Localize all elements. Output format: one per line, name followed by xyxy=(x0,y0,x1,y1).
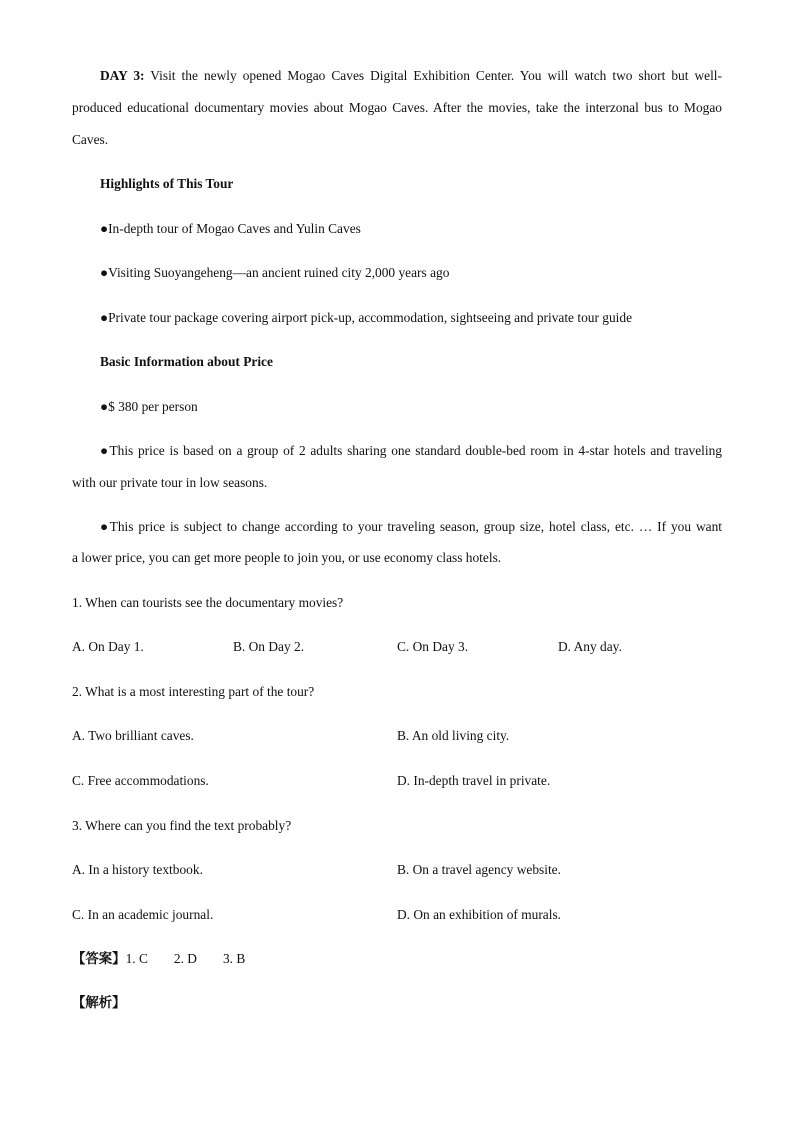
answer-3: 3. B xyxy=(222,951,246,966)
price-item-2-line-1: ●This price is based on a group of 2 adults sharing one standard double-bed room in 4-star hotels and traveling xyxy=(100,443,722,458)
question-2-option-b: B. An old living city. xyxy=(397,728,510,743)
price-item-3-line-2: a lower price, you can get more people to join you, or use economy class hotels. xyxy=(72,550,502,565)
question-1-option-c: C. On Day 3. xyxy=(397,639,469,654)
day3-line-1 xyxy=(100,68,722,84)
price-item-1: ●$ 380 per person xyxy=(100,399,198,414)
price-heading: Basic Information about Price xyxy=(100,354,273,369)
question-3-option-a: A. In a history textbook. xyxy=(72,862,203,877)
day3-line-3: Caves. xyxy=(72,132,109,147)
question-2-stem: 2. What is a most interesting part of the tour? xyxy=(72,684,315,699)
question-1-option-d: D. Any day. xyxy=(558,639,622,654)
analysis-label: 【解析】 xyxy=(72,995,126,1010)
answer-1: 1. C xyxy=(125,951,148,966)
question-3-option-b: B. On a travel agency website. xyxy=(397,862,561,877)
question-1-stem: 1. When can tourists see the documentary movies? xyxy=(72,595,344,610)
highlight-item: ●In-depth tour of Mogao Caves and Yulin Caves xyxy=(100,221,361,236)
question-2-option-a: A. Two brilliant caves. xyxy=(72,728,194,743)
question-2-option-d: D. In-depth travel in private. xyxy=(397,773,551,788)
question-3-option-c: C. In an academic journal. xyxy=(72,907,214,922)
day3-label: DAY 3: xyxy=(100,68,145,83)
day3-text: Visit the newly opened Mogao Caves Digital Exhibition Center. You will watch two short but well- xyxy=(144,68,722,83)
question-3-stem: 3. Where can you find the text probably? xyxy=(72,818,292,833)
answer-line xyxy=(72,951,245,967)
question-1-option-a: A. On Day 1. xyxy=(72,639,144,654)
question-3-option-d: D. On an exhibition of murals. xyxy=(397,907,562,922)
answer-label: 【答案】 xyxy=(72,951,126,966)
price-item-3-line-1: ●This price is subject to change according to your traveling season, group size, hotel class, etc. … If you want xyxy=(100,519,722,534)
highlights-heading: Highlights of This Tour xyxy=(100,176,234,191)
highlight-item: ●Visiting Suoyangeheng—an ancient ruined city 2,000 years ago xyxy=(100,265,450,280)
answer-2: 2. D xyxy=(173,951,197,966)
highlight-item: ●Private tour package covering airport pick-up, accommodation, sightseeing and private tour guide xyxy=(100,310,633,325)
question-2-option-c: C. Free accommodations. xyxy=(72,773,209,788)
price-item-2-line-2: with our private tour in low seasons. xyxy=(72,475,268,490)
question-1-option-b: B. On Day 2. xyxy=(233,639,305,654)
day3-line-2: produced educational documentary movies about Mogao Caves. After the movies, take the interzonal bus to Mogao xyxy=(72,100,722,115)
